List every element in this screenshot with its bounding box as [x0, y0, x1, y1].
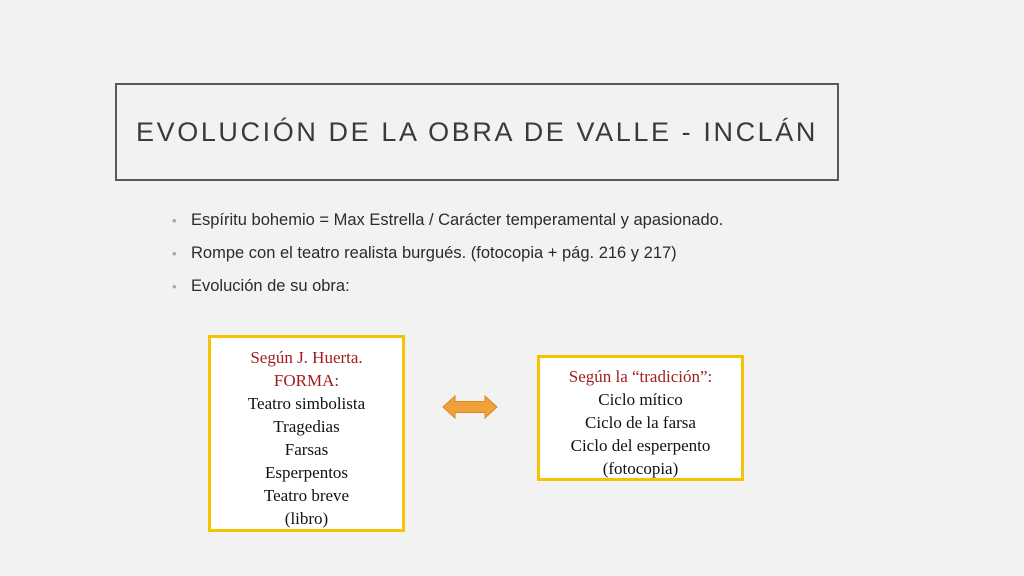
- bullet-item: [172, 274, 723, 307]
- box-item: Ciclo del esperpento: [570, 436, 711, 455]
- slide-title: EVOLUCIÓN DE LA OBRA DE VALLE - INCLÁN: [136, 116, 818, 147]
- bullet-dot-icon: •: [172, 246, 177, 261]
- title-box: [115, 83, 839, 181]
- box-item: Teatro breve: [263, 486, 350, 505]
- box-heading: Según la “tradición”:: [568, 367, 713, 386]
- box-item: (libro): [284, 509, 329, 528]
- bullet-dot-icon: •: [172, 213, 177, 228]
- tradition-classification-box: [537, 355, 744, 481]
- box-item: Farsas: [284, 440, 329, 459]
- box-subheading: FORMA:: [273, 371, 340, 390]
- box-item: Ciclo de la farsa: [585, 413, 696, 432]
- box-item: Esperpentos: [264, 463, 349, 482]
- bullet-text: Evolución de su obra:: [191, 277, 350, 295]
- huerta-classification-box: [208, 335, 405, 532]
- bullet-text: Rompe con el teatro realista burgués. (fotocopia + pág. 216 y 217): [191, 244, 677, 262]
- box-item: Ciclo mítico: [598, 390, 683, 409]
- bullet-text: Espíritu bohemio = Max Estrella / Carácter temperamental y apasionado.: [191, 211, 724, 229]
- bullet-dot-icon: •: [172, 279, 177, 294]
- bullet-item: [172, 208, 723, 241]
- box-item: (fotocopia): [602, 459, 679, 478]
- bullet-list: [172, 208, 723, 307]
- double-arrow-icon: [442, 395, 498, 419]
- box-item: Teatro simbolista: [247, 394, 366, 413]
- bullet-item: [172, 241, 723, 274]
- box-heading: Según J. Huerta.: [250, 348, 363, 367]
- box-item: Tragedias: [273, 417, 340, 436]
